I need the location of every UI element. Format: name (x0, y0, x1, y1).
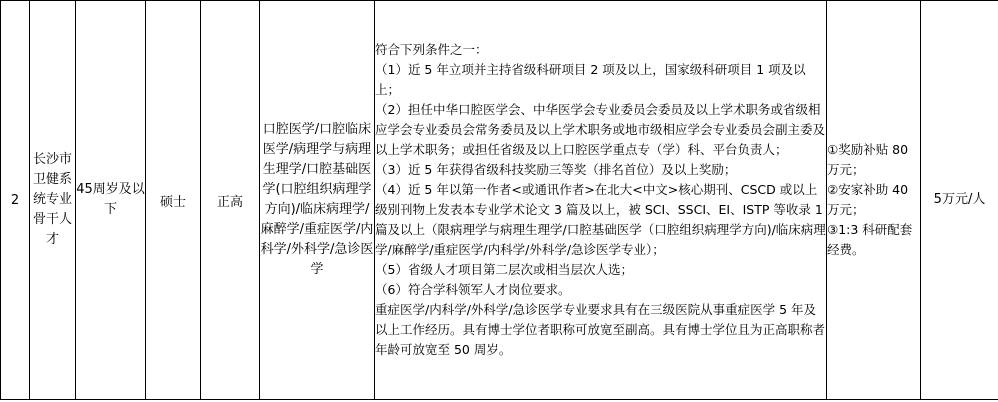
age-limit-cell (76, 1, 146, 400)
condition-item-6: （6）符合学科领军人才岗位要求。 (375, 282, 571, 297)
condition-item-1: （1）近 5 年立项并主持省级科研项目 2 项及以上，国家级科研项目 1 项及以上； (375, 62, 806, 97)
professional-title: 正高 (216, 194, 243, 210)
total-amount-cell (921, 1, 998, 400)
subsidy-item-1: ①奖励补贴 80 万元； (827, 142, 909, 177)
condition-item-2: （2）担任中华口腔医学会、中华医学会专业委员会委员及以上学术职务或省级相应学会专业委员会常务委员及以上学术职务或地市级相应学会专业委员会副主委及以上学术职务；或担任省级及以上口腔医学重点专（学）科、平台负责人； (375, 102, 826, 157)
conditions-note: 重症医学/内科学/外科学/急诊医学专业要求具有在三级医院从事重症医学 5 年及以上工作经历。具有博士学位者职称可放宽至副高。具有博士学位且为正高职称者年龄可放宽至 50 周岁。 (375, 302, 826, 357)
condition-item-5: （5）省级人才项目第二层次或相当层次人选； (375, 262, 633, 277)
conditions-intro: 符合下列条件之一： (375, 42, 488, 57)
age-limit: 45周岁及以下 (76, 182, 145, 217)
table-row (1, 1, 998, 400)
subsidy-item-3: ③1:3 科研配套经费。 (827, 222, 913, 257)
subsidy-cell (827, 1, 921, 400)
total-amount: 5万元/人 (933, 192, 986, 207)
talent-category-cell (30, 1, 76, 400)
conditions-cell (375, 1, 827, 400)
majors-list: 口腔医学/口腔临床医学/病理学与病理生理学/口腔基础医学(口腔组织病理学方向)/临床病理学/麻醉学/重症医学/内科学/外科学/急诊医学 (260, 122, 374, 277)
subsidy-item-2: ②安家补助 40 万元； (827, 182, 909, 217)
degree: 硕士 (159, 194, 186, 210)
row-index-cell (1, 1, 30, 400)
professional-title-cell (201, 1, 260, 400)
condition-item-4: （4）近 5 年以第一作者<或通讯作者>在北大<中文>核心期刊、CSCD 或以上级别刊物上发表本专业学术论文 3 篇及以上，被 SCI、SSCI、EI、ISTP 等收录 1 篇及以上（限病理学与病理生理学/口腔基础医学（口腔组织病理学方向)/临床病理学/麻醉学/重症医学/内科学/外科学/急诊医学专业）； (375, 182, 826, 257)
degree-cell (146, 1, 201, 400)
condition-item-3: （3）近 5 年获得省级科技奖励三等奖（排名首位）及以上奖励； (375, 162, 737, 177)
majors-cell (260, 1, 375, 400)
talent-category: 长沙市卫健系统专业骨干人才 (32, 152, 72, 247)
row-index: 2 (10, 192, 20, 208)
